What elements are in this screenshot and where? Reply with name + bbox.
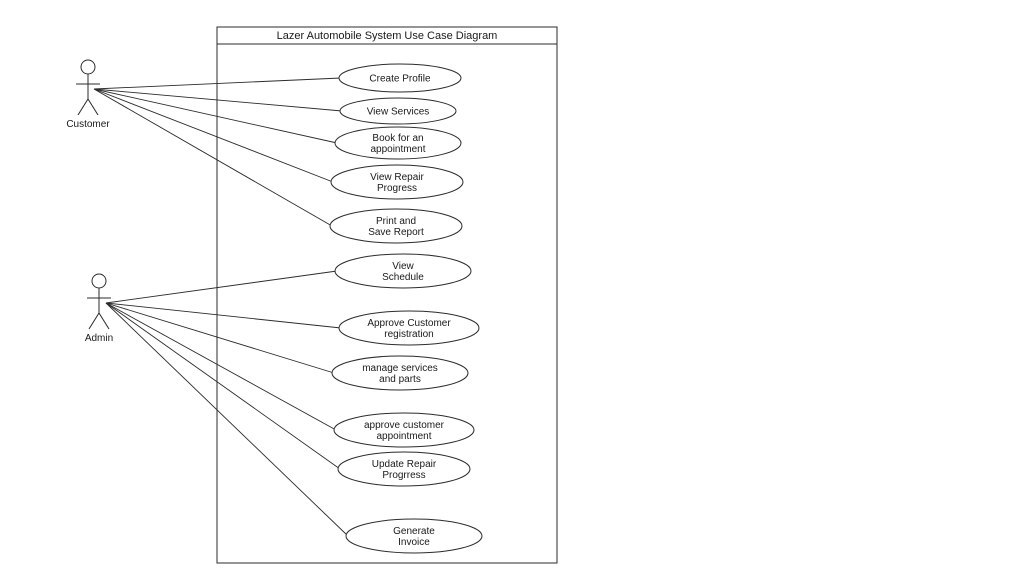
use-case-label: appointment xyxy=(370,144,426,155)
use-case-7 xyxy=(332,356,468,390)
actors xyxy=(66,60,113,344)
association-line-admin-to-usecase-7 xyxy=(106,303,334,373)
use-case-label: Generate xyxy=(393,526,435,537)
use-case-label: View Services xyxy=(366,106,430,118)
actor-admin xyxy=(85,274,113,344)
actor-label: Admin xyxy=(84,333,114,344)
use-case-3 xyxy=(331,165,463,199)
association-line-admin-to-usecase-10 xyxy=(106,303,348,536)
use-case-label: Progrress xyxy=(382,470,426,481)
use-case-label: Invoice xyxy=(398,537,430,548)
use-case-6 xyxy=(339,311,479,345)
use-case-label: Create Profile xyxy=(369,73,431,85)
use-case-label: Save Report xyxy=(368,227,424,238)
use-case-label: and parts xyxy=(379,374,421,385)
actor-label: Customer xyxy=(66,119,110,130)
use-case-5 xyxy=(335,254,471,288)
use-case-label: appointment xyxy=(376,431,432,442)
use-case-label: Book for an xyxy=(372,133,424,144)
stick-figure-icon xyxy=(87,274,111,329)
use-case-label: Print and xyxy=(375,216,417,227)
use-case-label: Schedule xyxy=(382,272,424,283)
use-case-4 xyxy=(330,209,462,243)
use-case-10 xyxy=(346,519,482,553)
diagram-title: Lazer Automobile System Use Case Diagram xyxy=(276,30,498,42)
use-case-label: manage services xyxy=(362,363,438,374)
stick-figure-icon xyxy=(76,60,100,115)
use-case-1 xyxy=(340,98,456,124)
use-case-label: View xyxy=(392,261,414,272)
association-line-admin-to-usecase-5 xyxy=(106,271,337,303)
association-line-admin-to-usecase-9 xyxy=(106,303,340,469)
association-lines xyxy=(94,78,348,536)
use-case-label: Update Repair xyxy=(371,459,437,470)
use-case-9 xyxy=(338,452,470,486)
association-line-admin-to-usecase-8 xyxy=(106,303,336,430)
use-case-label: Progress xyxy=(376,183,418,194)
association-line-customer-to-usecase-2 xyxy=(94,89,337,143)
use-case-label: registration xyxy=(384,329,434,340)
association-line-customer-to-usecase-1 xyxy=(94,89,342,111)
use-cases xyxy=(330,64,482,553)
association-line-customer-to-usecase-4 xyxy=(94,89,332,226)
use-case-8 xyxy=(334,413,474,447)
association-line-admin-to-usecase-6 xyxy=(106,303,341,328)
association-line-customer-to-usecase-3 xyxy=(94,89,333,182)
use-case-label: approve customer xyxy=(363,420,445,431)
use-case-0 xyxy=(339,64,461,92)
use-case-label: View Repair xyxy=(370,172,424,183)
use-case-label: Approve Customer xyxy=(367,318,451,329)
use-case-2 xyxy=(335,127,461,159)
